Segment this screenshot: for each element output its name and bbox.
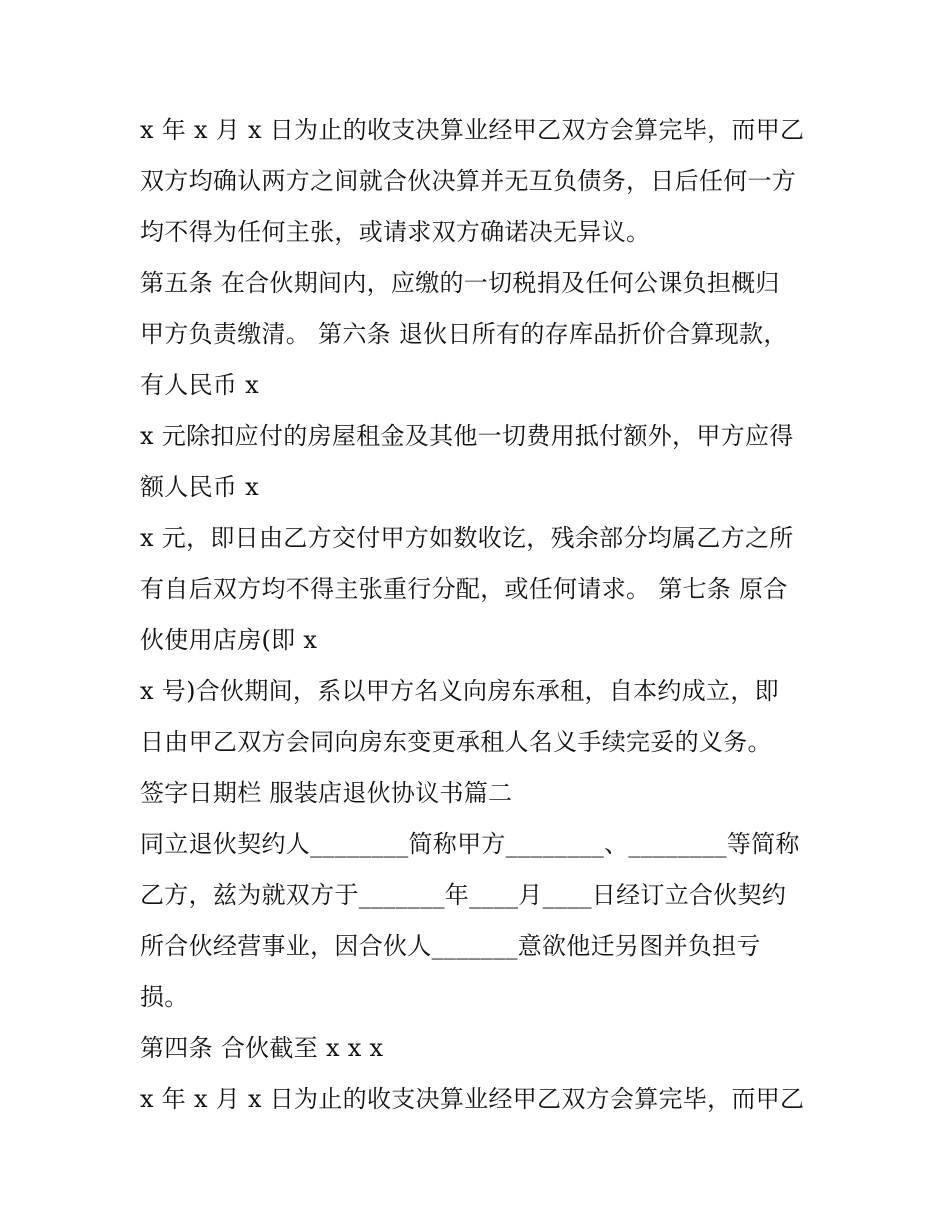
text-line: x 年 x 月 x 日为止的收支决算业经甲乙双方会算完毕，而甲乙 <box>140 116 805 144</box>
text-line: 双方均确认两方之间就合伙决算并无互负债务，日后任何一方 <box>140 167 797 195</box>
text-line: 有人民币 x <box>140 371 259 399</box>
text-line: x 年 x 月 x 日为止的收支决算业经甲乙双方会算完毕，而甲乙 <box>140 1085 805 1113</box>
section-heading: 签字日期栏 服装店退伙协议书篇二 <box>140 779 513 807</box>
text-line: 伙使用店房(即 x <box>140 626 318 654</box>
text-line: x 元除扣应付的房屋租金及其他一切费用抵付额外，甲方应得 <box>140 422 794 450</box>
text-line: 损。 <box>140 983 189 1011</box>
document-body <box>140 105 820 1125</box>
text-line: 乙方，兹为就双方于_______年____月____日经订立合伙契约 <box>140 881 787 909</box>
text-line: 有自后双方均不得主张重行分配，或任何请求。 第七条 原合 <box>140 575 788 603</box>
text-line: 额人民币 x <box>140 473 259 501</box>
text-line: 同立退伙契约人________简称甲方________、________等简称 <box>140 830 800 858</box>
text-line: x 号)合伙期间，系以甲方名义向房东承租，自本约成立，即 <box>140 677 779 705</box>
text-line: 第五条 在合伙期间内，应缴的一切税捐及任何公课负担概归 <box>140 269 780 297</box>
text-line: 所合伙经营事业，因合伙人_______意欲他迁另图并负担亏 <box>140 932 761 960</box>
text-line: 日由甲乙双方会同向房东变更承租人名义手续完妥的义务。 <box>140 728 772 756</box>
text-line: 第四条 合伙截至 x x x <box>140 1034 384 1062</box>
text-line: x 元，即日由乙方交付甲方如数收讫，残余部分均属乙方之所 <box>140 524 794 552</box>
text-line: 均不得为任何主张，或请求双方确诺决无异议。 <box>140 218 651 246</box>
text-line: 甲方负责缴清。 第六条 退伙日所有的存库品折价合算现款， <box>140 320 788 348</box>
